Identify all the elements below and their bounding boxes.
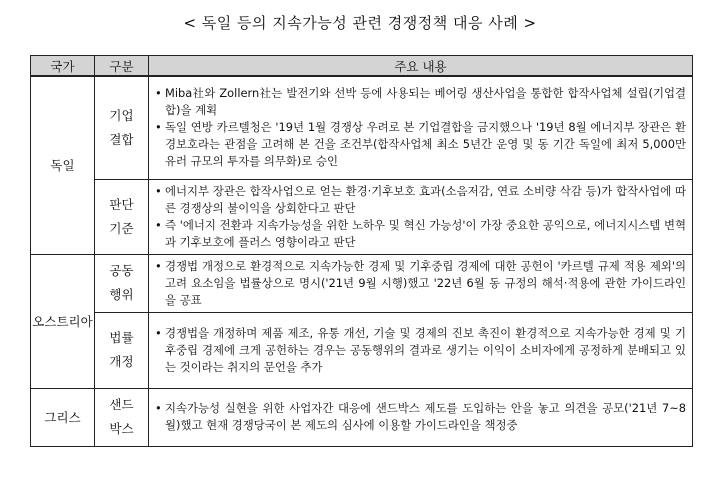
- category-line: 샌드: [109, 397, 134, 412]
- category-cell: [95, 76, 149, 179]
- table-row: [31, 312, 693, 388]
- header-country: 국가: [31, 56, 95, 77]
- list-item: [155, 258, 686, 309]
- header-content: 주요 내용: [149, 56, 693, 77]
- header-category: 구분: [95, 56, 149, 77]
- bullet-icon: •: [155, 401, 162, 415]
- content-cell: [149, 388, 693, 446]
- bullet-icon: •: [155, 217, 162, 232]
- bullet-icon: •: [155, 258, 162, 273]
- list-item-text: 즉 '에너지 전환과 지속가능성을 위한 노하우 및 혁신 가능성'이 가장 중요한 공익으로, 에너지시스템 변혁과 기후보호에 플러스 영향이라고 판단: [165, 217, 686, 249]
- bullet-icon: •: [155, 325, 162, 340]
- country-cell: 독일: [31, 76, 95, 254]
- category-line: 박스: [109, 421, 134, 436]
- country-cell: 오스트리아: [31, 254, 95, 388]
- list-item-text: 경쟁법 개정으로 환경적으로 지속가능한 경제 및 기후중립 경제에 대한 공헌이 '카르텔 규제 적용 제외'의 고려 요소임을 법률상으로 명시('21년 9월 시행)했고 '22년 6월 동 규정의 해석·적용에 관한 가이드라인을 공표: [165, 258, 686, 307]
- list-item-text: 지속가능성 실현을 위한 사업자간 대응에 샌드박스 제도를 도입하는 안을 놓고 의견을 공모('21년 7~8월)했고 현재 경쟁당국이 본 제도의 심사에 이용할 가이드라인을 책정중: [165, 401, 686, 432]
- list-item: [155, 183, 686, 217]
- content-cell: [149, 312, 693, 388]
- category-line: 기업: [109, 107, 134, 123]
- list-item: [155, 400, 686, 434]
- policy-cases-table: [30, 55, 693, 447]
- content-cell: [149, 76, 693, 179]
- category-line: 개정: [109, 354, 134, 369]
- table-row: [31, 179, 693, 254]
- list-item: [155, 325, 686, 376]
- list-item: [155, 119, 686, 170]
- category-line: 행위: [109, 287, 134, 302]
- category-line: 공동: [109, 263, 134, 278]
- table-title: < 독일 등의 지속가능성 관련 경쟁정책 대응 사례 >: [183, 14, 537, 32]
- table-row: [31, 76, 693, 179]
- bullet-icon: •: [155, 86, 162, 101]
- category-cell: [95, 254, 149, 312]
- category-cell: [95, 312, 149, 388]
- content-cell: [149, 179, 693, 254]
- list-item: [155, 85, 686, 119]
- category-line: 판단: [109, 196, 134, 212]
- list-item-text: Miba社와 Zollern社는 발전기와 선박 등에 사용되는 베어링 생산사업을 통합한 합작사업체 설립(기업결합)을 계획: [165, 86, 686, 118]
- list-item-text: 독일 연방 카르텔청은 '19년 1월 경쟁상 우려로 본 기업결합을 금지했으나 '19년 8월 에너지부 장관은 환경보호라는 관점을 고려해 본 건을 조건부(합작사업체 최소 5년간 운영 및 동 기간 독일에 최저 5,000만 유러 규모의 투자를 의무화)로 승인: [165, 120, 686, 169]
- country-cell: 그리스: [31, 388, 95, 446]
- bullet-icon: •: [155, 120, 162, 135]
- category-line: 결합: [109, 131, 134, 147]
- list-item: [155, 217, 686, 251]
- table-row: [31, 388, 693, 446]
- category-line: 법률: [109, 330, 134, 345]
- category-line: 기준: [109, 220, 134, 236]
- list-item-text: 에너지부 장관은 합작사업으로 얻는 환경·기후보호 효과(소음저감, 연료 소비량 삭감 등)가 합작사업에 따른 경쟁상의 불이익을 상회한다고 판단: [165, 183, 686, 215]
- content-cell: [149, 254, 693, 312]
- bullet-icon: •: [155, 183, 162, 198]
- table-header-row: [31, 56, 693, 77]
- category-cell: [95, 179, 149, 254]
- category-cell: [95, 388, 149, 446]
- table-row: [31, 254, 693, 312]
- list-item-text: 경쟁법을 개정하며 제품 제조, 유통 개선, 기술 및 경제의 진보 촉진이 환경적으로 지속가능한 경제 및 기후중립 경제에 크게 공헌하는 경우는 공동행위의 결과로 생기는 이익이 소비자에게 공정하게 분배되고 있는 것이라는 취지의 문언을 추가: [165, 325, 686, 374]
